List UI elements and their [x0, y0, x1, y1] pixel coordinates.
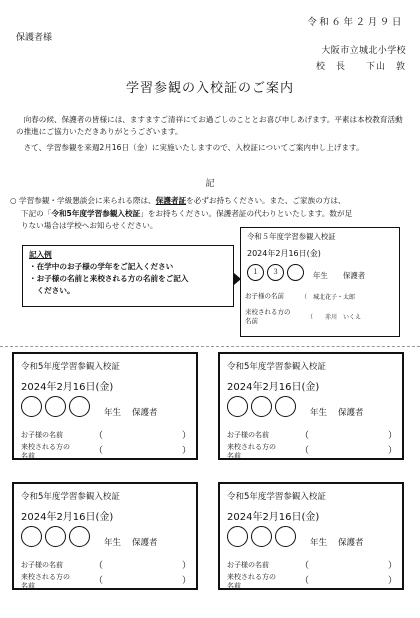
card-visitor-label-1: 来校される方の: [21, 573, 70, 581]
card-date: 2024年2月16日(金): [21, 382, 114, 393]
sample-grade-circle: [287, 264, 304, 281]
card-date: 2024年2月16日(金): [227, 512, 320, 523]
card-visitor-label-1: 来校される方の: [21, 443, 70, 451]
card-visitor-label-1: 来校される方の: [227, 443, 276, 451]
ki-heading: 記: [205, 179, 215, 189]
card-child-paren-open: （: [300, 561, 310, 571]
example-box: [22, 245, 234, 307]
card-title: 令和5年度学習参観入校証: [227, 492, 326, 502]
card-grade-circle[interactable]: [21, 396, 42, 417]
example-item-2-cont: ください。: [29, 286, 75, 295]
card-grade-circle[interactable]: [227, 526, 248, 547]
card-visitor-paren-close: ）: [182, 576, 192, 586]
sample-child-value: （ 城北花子・太郎: [301, 294, 356, 301]
sample-guardian-label: 保護者: [343, 271, 366, 280]
notice-emphasis: 保護者証: [155, 196, 187, 205]
card-visitor-label-2: 名前: [227, 452, 241, 460]
card-visitor-label-2: 名前: [21, 452, 35, 460]
card-guardian-label: 保護者: [338, 408, 364, 418]
sample-visitor-label-1: 来校される方の: [245, 308, 291, 316]
card-visitor-paren-open: （: [300, 446, 310, 456]
card-guardian-label: 保護者: [132, 408, 158, 418]
sample-grade-circle: ３: [267, 264, 284, 281]
card-child-paren-open: （: [94, 561, 104, 571]
card-visitor-paren-open: （: [300, 576, 310, 586]
card-child-paren-close: ）: [182, 561, 192, 571]
example-item-2: ・お子様の名前と来校される方の名前をご記入: [29, 274, 189, 283]
card-title: 令和5年度学習参観入校証: [21, 362, 120, 372]
card-visitor-label-2: 名前: [227, 582, 241, 590]
card-grade-circle[interactable]: [227, 396, 248, 417]
card-child-label: お子様の名前: [21, 431, 63, 439]
entry-pass-card: [12, 482, 198, 590]
card-visitor-paren-close: ）: [182, 446, 192, 456]
example-heading: 記入例: [29, 250, 52, 259]
notice-emphasis: 令和5年度学習参観入校証: [51, 208, 141, 218]
card-grade-circle[interactable]: [251, 526, 272, 547]
card-title: 令和5年度学習参観入校証: [21, 492, 120, 502]
card-visitor-paren-open: （: [94, 446, 104, 456]
cut-line: [0, 346, 420, 347]
card-date: 2024年2月16日(金): [227, 382, 320, 393]
card-grade-circle[interactable]: [69, 526, 90, 547]
card-child-paren-close: ）: [388, 561, 398, 571]
card-guardian-label: 保護者: [132, 538, 158, 548]
school-name: 大阪市立城北小学校: [321, 46, 406, 56]
card-grade-circle[interactable]: [251, 396, 272, 417]
notice-line-1: [10, 195, 410, 208]
principal-name: 校 長 下山 敦: [315, 62, 406, 72]
card-child-paren-open: （: [94, 431, 104, 441]
notice-text: を必ずお持ちください。また、ご家族の方は、: [186, 196, 346, 205]
card-grade-circle[interactable]: [275, 396, 296, 417]
card-title: 令和5年度学習参観入校証: [227, 362, 326, 372]
sample-grade-label: 年生: [313, 271, 328, 280]
sample-grade-circle: １: [247, 264, 264, 281]
card-visitor-label-1: 来校される方の: [227, 573, 276, 581]
card-grade-label: 年生: [104, 538, 122, 548]
notice-line-3: りない場合は学校へお知らせください。: [21, 221, 158, 230]
announcement-paragraph: さて、学習参観を来週2月16日（金）に実施いたしますので、入校証についてご案内申し上げます。: [23, 143, 364, 152]
card-grade-label: 年生: [104, 408, 122, 418]
card-child-label: お子様の名前: [227, 561, 269, 569]
entry-pass-card: [218, 352, 404, 460]
sample-date: 2024年2月16日(金): [247, 249, 321, 258]
card-visitor-paren-open: （: [94, 576, 104, 586]
greeting-paragraph: 向春の候、保護者の皆様には、ますますご清祥にてお過ごしのこととお喜び申しあげます。平素は本校教育活動の推進にご協力いただきありがとうございます。: [16, 115, 403, 136]
card-visitor-paren-close: ）: [388, 446, 398, 456]
card-visitor-paren-close: ）: [388, 576, 398, 586]
example-item-1: ・在学中のお子様の学年をご記入ください: [29, 262, 174, 271]
card-grade-label: 年生: [310, 538, 328, 548]
entry-pass-card: [218, 482, 404, 590]
card-grade-circle[interactable]: [21, 526, 42, 547]
card-grade-circle[interactable]: [275, 526, 296, 547]
card-child-label: お子様の名前: [21, 561, 63, 569]
card-child-paren-close: ）: [388, 431, 398, 441]
card-grade-circle[interactable]: [69, 396, 90, 417]
sample-title: 令和５年度学習参観入校証: [247, 232, 336, 241]
sample-pass-card: [240, 227, 400, 337]
card-grade-label: 年生: [310, 408, 328, 418]
date: 令和６年２月９日: [307, 17, 404, 28]
recipient: 保護者様: [16, 33, 53, 43]
notice-line-2: [10, 208, 410, 221]
sample-child-label: お子様の名前: [245, 292, 284, 300]
sample-visitor-value: （ 赤川 いくえ: [307, 314, 362, 321]
card-visitor-label-2: 名前: [21, 582, 35, 590]
page-title: 学習参観の入校証のご案内: [125, 81, 294, 96]
card-child-paren-open: （: [300, 431, 310, 441]
notice-text: 下記の「: [21, 208, 52, 218]
sample-visitor-label-2: 名前: [245, 317, 258, 325]
card-date: 2024年2月16日(金): [21, 512, 114, 523]
card-guardian-label: 保護者: [338, 538, 364, 548]
notice-text: 」をお持ちください。保護者証の代わりといたします。数が足: [140, 208, 353, 218]
card-child-label: お子様の名前: [227, 431, 269, 439]
notice-text: ○ 学習参観・学級懇談会に来られる際は、: [10, 196, 156, 205]
card-grade-circle[interactable]: [45, 526, 66, 547]
card-grade-circle[interactable]: [45, 396, 66, 417]
entry-pass-card: [12, 352, 198, 460]
card-child-paren-close: ）: [182, 431, 192, 441]
